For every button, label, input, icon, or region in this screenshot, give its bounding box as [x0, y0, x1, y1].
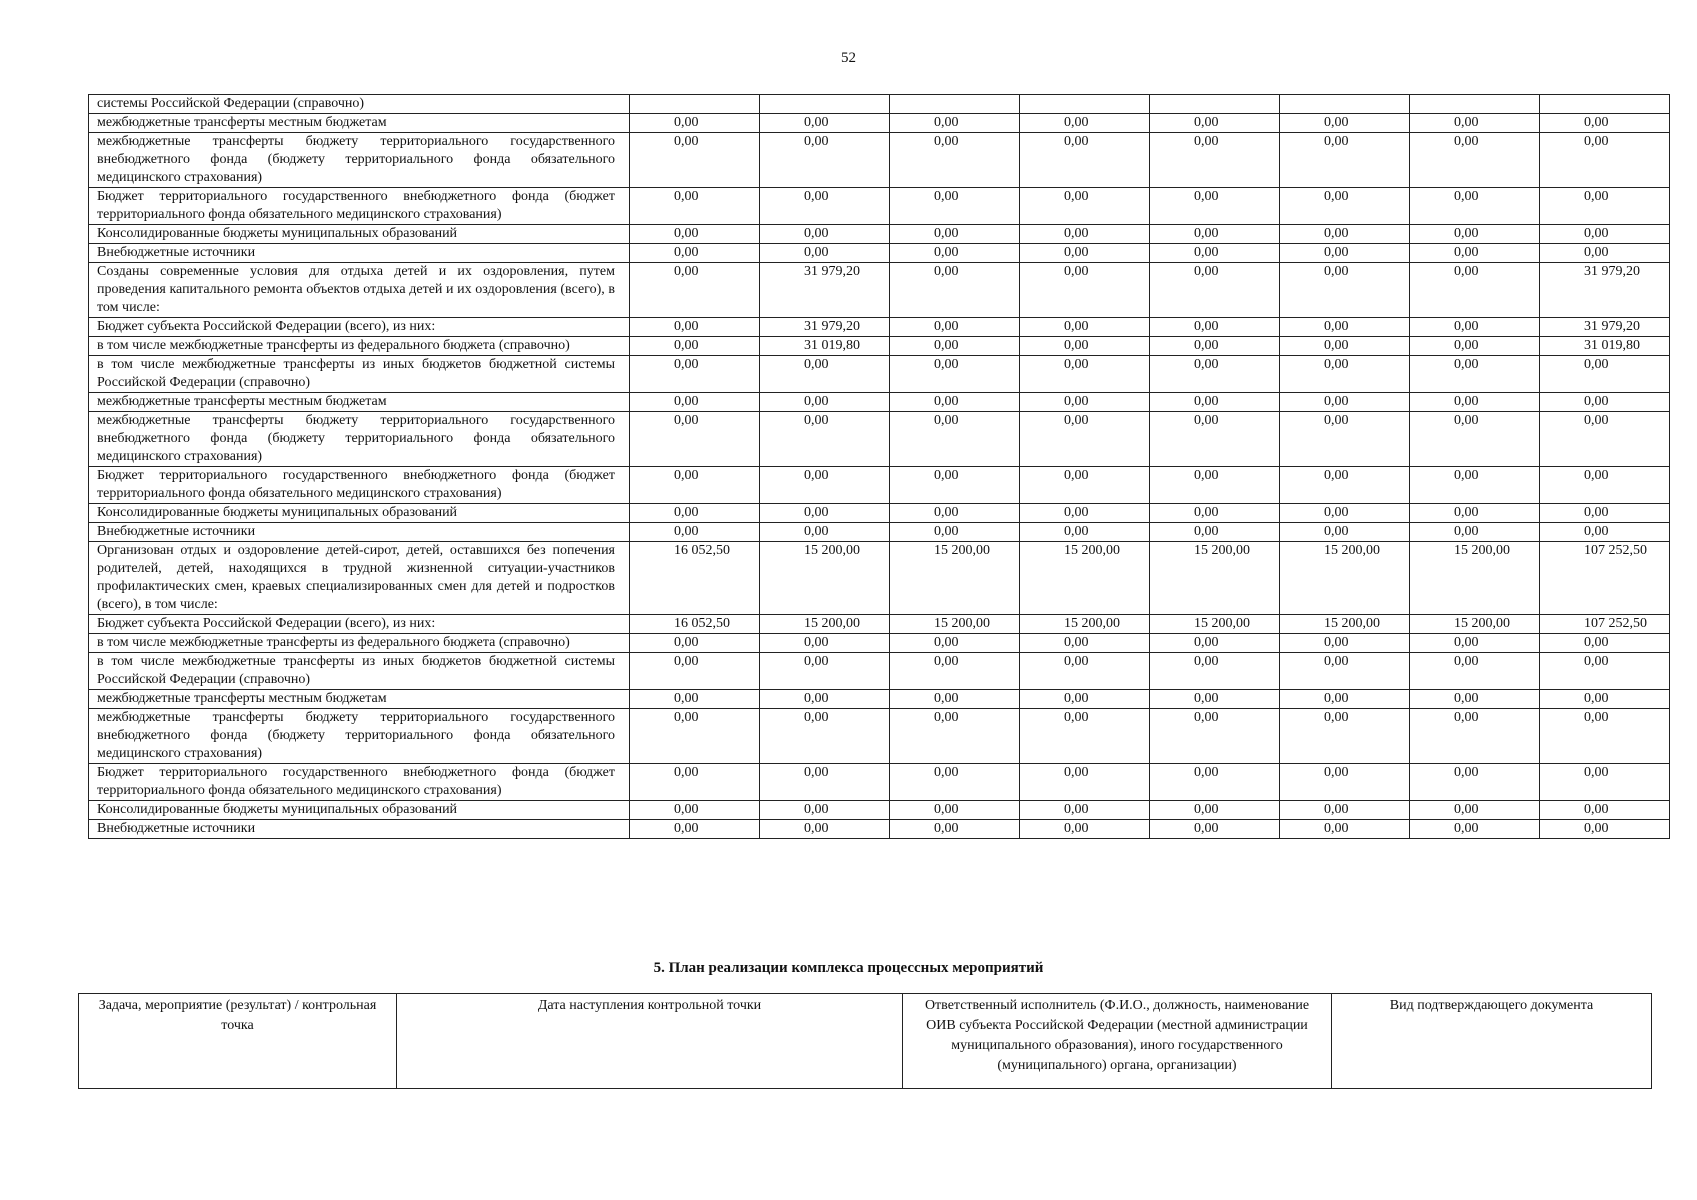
value-cell: 0,00: [890, 523, 1020, 542]
value-cell: 0,00: [1020, 634, 1150, 653]
value-cell: 0,00: [630, 318, 760, 337]
value-cell: 0,00: [630, 337, 760, 356]
value-cell: 0,00: [630, 412, 760, 467]
value-cell: 0,00: [1410, 653, 1540, 690]
value-cell: 0,00: [760, 225, 890, 244]
value-cell: 0,00: [760, 244, 890, 263]
value-cell: 0,00: [1410, 504, 1540, 523]
row-label: межбюджетные трансферты бюджету территориального государственного внебюджетного фонда (бюджету территориального фонда обязательного медицинского страхования): [89, 709, 630, 764]
value-cell: 0,00: [760, 634, 890, 653]
value-cell: 15 200,00: [890, 615, 1020, 634]
value-cell: 0,00: [630, 690, 760, 709]
value-cell: 0,00: [1150, 133, 1280, 188]
row-label: системы Российской Федерации (справочно): [89, 95, 630, 114]
value-cell: 0,00: [1150, 709, 1280, 764]
value-cell: [890, 95, 1020, 114]
table-row: [89, 467, 1670, 504]
financing-table: [88, 94, 1670, 839]
value-cell: 0,00: [760, 467, 890, 504]
row-label: межбюджетные трансферты местным бюджетам: [89, 393, 630, 412]
value-cell: 0,00: [890, 653, 1020, 690]
value-cell: 0,00: [890, 690, 1020, 709]
value-cell: 0,00: [760, 188, 890, 225]
value-cell: 0,00: [1410, 356, 1540, 393]
value-cell: 0,00: [760, 690, 890, 709]
value-cell: 0,00: [760, 504, 890, 523]
value-cell: 0,00: [1020, 764, 1150, 801]
value-cell: 0,00: [890, 709, 1020, 764]
value-cell: 0,00: [1540, 188, 1670, 225]
row-label: Внебюджетные источники: [89, 820, 630, 839]
value-cell: 0,00: [1020, 504, 1150, 523]
row-label: Организован отдых и оздоровление детей-сирот, детей, оставшихся без попечения родителей, детей, находящихся в трудной жизненной ситуации-участников профилактических смен, краевых специализированных смен для детей и подростков (всего), в том числе:: [89, 542, 630, 615]
value-cell: 0,00: [1150, 820, 1280, 839]
value-cell: 0,00: [630, 653, 760, 690]
value-cell: 0,00: [1540, 393, 1670, 412]
value-cell: 0,00: [1410, 801, 1540, 820]
table-row: [89, 542, 1670, 615]
page-number: 52: [841, 50, 856, 66]
value-cell: 0,00: [1540, 225, 1670, 244]
row-label: Бюджет субъекта Российской Федерации (всего), из них:: [89, 615, 630, 634]
value-cell: 0,00: [630, 225, 760, 244]
row-label: Бюджет территориального государственного внебюджетного фонда (бюджет территориального фонда обязательного медицинского страхования): [89, 188, 630, 225]
value-cell: 0,00: [630, 114, 760, 133]
row-label: в том числе межбюджетные трансферты из иных бюджетов бюджетной системы Российской Федерации (справочно): [89, 356, 630, 393]
value-cell: 0,00: [1280, 653, 1410, 690]
value-cell: 0,00: [1540, 801, 1670, 820]
table-row: [89, 634, 1670, 653]
value-cell: 0,00: [1410, 634, 1540, 653]
table-row: [89, 412, 1670, 467]
table-row: [89, 263, 1670, 318]
value-cell: 0,00: [1280, 263, 1410, 318]
value-cell: 0,00: [1280, 504, 1410, 523]
table-row: [89, 690, 1670, 709]
plan-header-row: [79, 994, 1652, 1089]
value-cell: 0,00: [1280, 690, 1410, 709]
value-cell: 0,00: [1020, 412, 1150, 467]
value-cell: 0,00: [630, 244, 760, 263]
value-cell: 0,00: [760, 133, 890, 188]
value-cell: 0,00: [890, 820, 1020, 839]
value-cell: 0,00: [760, 820, 890, 839]
value-cell: 0,00: [630, 764, 760, 801]
value-cell: 0,00: [1150, 412, 1280, 467]
value-cell: 0,00: [630, 523, 760, 542]
value-cell: 0,00: [1410, 393, 1540, 412]
value-cell: 0,00: [1280, 133, 1410, 188]
table-row: [89, 820, 1670, 839]
value-cell: 0,00: [1150, 188, 1280, 225]
value-cell: 0,00: [1540, 504, 1670, 523]
value-cell: 0,00: [1150, 225, 1280, 244]
row-label: Внебюджетные источники: [89, 523, 630, 542]
value-cell: 0,00: [1020, 356, 1150, 393]
value-cell: 0,00: [760, 523, 890, 542]
value-cell: 0,00: [1280, 318, 1410, 337]
value-cell: 0,00: [890, 634, 1020, 653]
row-label: в том числе межбюджетные трансферты из федерального бюджета (справочно): [89, 634, 630, 653]
value-cell: 0,00: [760, 114, 890, 133]
value-cell: 0,00: [1410, 467, 1540, 504]
table-row: [89, 225, 1670, 244]
table-row: [89, 653, 1670, 690]
row-label: межбюджетные трансферты бюджету территориального государственного внебюджетного фонда (бюджету территориального фонда обязательного медицинского страхования): [89, 412, 630, 467]
value-cell: 0,00: [890, 467, 1020, 504]
row-label: Консолидированные бюджеты муниципальных образований: [89, 504, 630, 523]
value-cell: 0,00: [1280, 244, 1410, 263]
value-cell: 0,00: [1020, 820, 1150, 839]
value-cell: 0,00: [1020, 337, 1150, 356]
row-label: Консолидированные бюджеты муниципальных образований: [89, 801, 630, 820]
value-cell: 0,00: [1020, 114, 1150, 133]
row-label: в том числе межбюджетные трансферты из федерального бюджета (справочно): [89, 337, 630, 356]
value-cell: 0,00: [1540, 114, 1670, 133]
value-cell: 0,00: [1410, 820, 1540, 839]
value-cell: 15 200,00: [760, 615, 890, 634]
value-cell: 0,00: [1150, 337, 1280, 356]
value-cell: 0,00: [1540, 690, 1670, 709]
value-cell: 31 019,80: [760, 337, 890, 356]
value-cell: 0,00: [890, 356, 1020, 393]
header-document-type: Вид подтверждающего документа: [1332, 994, 1652, 1089]
value-cell: 0,00: [1020, 318, 1150, 337]
value-cell: 0,00: [1410, 225, 1540, 244]
value-cell: 0,00: [1540, 653, 1670, 690]
value-cell: 15 200,00: [1280, 615, 1410, 634]
value-cell: 31 019,80: [1540, 337, 1670, 356]
row-label: межбюджетные трансферты местным бюджетам: [89, 690, 630, 709]
value-cell: 0,00: [1280, 523, 1410, 542]
header-task: Задача, мероприятие (результат) / контрольная точка: [79, 994, 397, 1089]
value-cell: 15 200,00: [1020, 542, 1150, 615]
value-cell: 0,00: [760, 412, 890, 467]
table-row: [89, 244, 1670, 263]
value-cell: 0,00: [890, 412, 1020, 467]
value-cell: 0,00: [1280, 393, 1410, 412]
value-cell: 0,00: [630, 820, 760, 839]
value-cell: 0,00: [1150, 356, 1280, 393]
table-row: [89, 95, 1670, 114]
value-cell: [1280, 95, 1410, 114]
value-cell: 0,00: [760, 653, 890, 690]
value-cell: 0,00: [1150, 653, 1280, 690]
value-cell: 0,00: [890, 225, 1020, 244]
value-cell: 0,00: [890, 393, 1020, 412]
value-cell: 0,00: [630, 801, 760, 820]
header-responsible-executor: Ответственный исполнитель (Ф.И.О., должность, наименование ОИВ субъекта Российской Федерации (местной администрации муниципального образования), иного государственного (муниципального) органа, организации): [903, 994, 1332, 1089]
value-cell: 0,00: [1540, 634, 1670, 653]
value-cell: 0,00: [1150, 318, 1280, 337]
value-cell: 0,00: [1410, 318, 1540, 337]
table-row: [89, 504, 1670, 523]
value-cell: 31 979,20: [760, 318, 890, 337]
row-label: Бюджет территориального государственного внебюджетного фонда (бюджет территориального фонда обязательного медицинского страхования): [89, 467, 630, 504]
value-cell: 0,00: [890, 244, 1020, 263]
value-cell: 0,00: [630, 356, 760, 393]
value-cell: 0,00: [1280, 225, 1410, 244]
value-cell: 0,00: [1020, 709, 1150, 764]
table-row: [89, 801, 1670, 820]
value-cell: 0,00: [1410, 188, 1540, 225]
table-row: [89, 318, 1670, 337]
value-cell: 16 052,50: [630, 615, 760, 634]
value-cell: 0,00: [1280, 764, 1410, 801]
value-cell: 0,00: [1280, 801, 1410, 820]
value-cell: 0,00: [1410, 244, 1540, 263]
value-cell: 107 252,50: [1540, 542, 1670, 615]
value-cell: 15 200,00: [1020, 615, 1150, 634]
value-cell: 0,00: [1280, 337, 1410, 356]
value-cell: 0,00: [760, 801, 890, 820]
value-cell: 0,00: [1540, 467, 1670, 504]
value-cell: 0,00: [1280, 114, 1410, 133]
row-label: Созданы современные условия для отдыха детей и их оздоровления, путем проведения капитального ремонта объектов отдыха детей и их оздоровления (всего), в том числе:: [89, 263, 630, 318]
value-cell: 0,00: [890, 801, 1020, 820]
value-cell: 0,00: [890, 133, 1020, 188]
value-cell: 0,00: [1410, 133, 1540, 188]
table-row: [89, 709, 1670, 764]
value-cell: 0,00: [760, 764, 890, 801]
value-cell: 15 200,00: [1150, 542, 1280, 615]
value-cell: 0,00: [1020, 188, 1150, 225]
value-cell: 15 200,00: [1150, 615, 1280, 634]
plan-table: [78, 993, 1652, 1089]
value-cell: 0,00: [760, 393, 890, 412]
table-row: [89, 523, 1670, 542]
row-label: межбюджетные трансферты бюджету территориального государственного внебюджетного фонда (бюджету территориального фонда обязательного медицинского страхования): [89, 133, 630, 188]
value-cell: 0,00: [1540, 412, 1670, 467]
value-cell: [1540, 95, 1670, 114]
table-row: [89, 764, 1670, 801]
value-cell: 0,00: [1020, 244, 1150, 263]
value-cell: 0,00: [1280, 188, 1410, 225]
value-cell: 0,00: [1020, 225, 1150, 244]
value-cell: 0,00: [890, 764, 1020, 801]
table-row: [89, 133, 1670, 188]
value-cell: 0,00: [1410, 764, 1540, 801]
value-cell: 0,00: [1540, 244, 1670, 263]
value-cell: 0,00: [1540, 356, 1670, 393]
value-cell: 0,00: [1020, 263, 1150, 318]
value-cell: 107 252,50: [1540, 615, 1670, 634]
value-cell: 0,00: [630, 467, 760, 504]
value-cell: [1410, 95, 1540, 114]
value-cell: 0,00: [1150, 523, 1280, 542]
value-cell: 0,00: [1280, 634, 1410, 653]
value-cell: 0,00: [1540, 709, 1670, 764]
value-cell: [1150, 95, 1280, 114]
value-cell: 15 200,00: [1280, 542, 1410, 615]
value-cell: 0,00: [630, 504, 760, 523]
value-cell: 0,00: [1410, 690, 1540, 709]
value-cell: 0,00: [1020, 653, 1150, 690]
value-cell: 0,00: [1150, 114, 1280, 133]
header-control-date: Дата наступления контрольной точки: [397, 994, 903, 1089]
value-cell: 0,00: [1020, 523, 1150, 542]
table-row: [89, 356, 1670, 393]
value-cell: 0,00: [1150, 764, 1280, 801]
value-cell: 15 200,00: [890, 542, 1020, 615]
value-cell: 0,00: [1150, 690, 1280, 709]
value-cell: 31 979,20: [760, 263, 890, 318]
value-cell: 0,00: [1020, 133, 1150, 188]
value-cell: 0,00: [630, 263, 760, 318]
value-cell: 0,00: [1410, 114, 1540, 133]
value-cell: [630, 95, 760, 114]
value-cell: 0,00: [890, 318, 1020, 337]
value-cell: 0,00: [1410, 263, 1540, 318]
value-cell: 0,00: [1280, 412, 1410, 467]
value-cell: 0,00: [1410, 412, 1540, 467]
value-cell: 15 200,00: [1410, 615, 1540, 634]
value-cell: 0,00: [890, 188, 1020, 225]
row-label: Бюджет территориального государственного внебюджетного фонда (бюджет территориального фонда обязательного медицинского страхования): [89, 764, 630, 801]
value-cell: 31 979,20: [1540, 263, 1670, 318]
value-cell: 0,00: [1020, 393, 1150, 412]
value-cell: 0,00: [1020, 690, 1150, 709]
value-cell: 0,00: [760, 356, 890, 393]
row-label: Бюджет субъекта Российской Федерации (всего), из них:: [89, 318, 630, 337]
value-cell: 0,00: [630, 133, 760, 188]
row-label: Консолидированные бюджеты муниципальных образований: [89, 225, 630, 244]
row-label: межбюджетные трансферты местным бюджетам: [89, 114, 630, 133]
value-cell: 15 200,00: [1410, 542, 1540, 615]
value-cell: 0,00: [1410, 709, 1540, 764]
value-cell: 0,00: [1150, 244, 1280, 263]
value-cell: 15 200,00: [760, 542, 890, 615]
value-cell: 0,00: [1020, 467, 1150, 504]
value-cell: 0,00: [1020, 801, 1150, 820]
value-cell: 0,00: [1280, 467, 1410, 504]
value-cell: 0,00: [1280, 356, 1410, 393]
row-label: Внебюджетные источники: [89, 244, 630, 263]
value-cell: 16 052,50: [630, 542, 760, 615]
value-cell: 0,00: [630, 393, 760, 412]
value-cell: 0,00: [1150, 393, 1280, 412]
value-cell: 0,00: [1540, 820, 1670, 839]
value-cell: 0,00: [890, 504, 1020, 523]
value-cell: 0,00: [1150, 263, 1280, 318]
value-cell: [760, 95, 890, 114]
value-cell: 0,00: [1150, 801, 1280, 820]
table-row: [89, 337, 1670, 356]
section-title: 5. План реализации комплекса процессных мероприятий: [653, 960, 1044, 976]
table-row: [89, 188, 1670, 225]
value-cell: 0,00: [1540, 764, 1670, 801]
table-row: [89, 393, 1670, 412]
value-cell: 0,00: [630, 188, 760, 225]
row-label: в том числе межбюджетные трансферты из иных бюджетов бюджетной системы Российской Федерации (справочно): [89, 653, 630, 690]
value-cell: 0,00: [1150, 634, 1280, 653]
value-cell: 0,00: [1410, 523, 1540, 542]
value-cell: 0,00: [630, 709, 760, 764]
value-cell: 0,00: [1150, 467, 1280, 504]
table-row: [89, 615, 1670, 634]
value-cell: 0,00: [1280, 820, 1410, 839]
value-cell: 0,00: [890, 337, 1020, 356]
value-cell: 0,00: [760, 709, 890, 764]
value-cell: 31 979,20: [1540, 318, 1670, 337]
value-cell: 0,00: [890, 263, 1020, 318]
value-cell: 0,00: [1280, 709, 1410, 764]
value-cell: 0,00: [1410, 337, 1540, 356]
value-cell: 0,00: [1150, 504, 1280, 523]
table-row: [89, 114, 1670, 133]
value-cell: [1020, 95, 1150, 114]
value-cell: 0,00: [890, 114, 1020, 133]
value-cell: 0,00: [1540, 133, 1670, 188]
value-cell: 0,00: [630, 634, 760, 653]
value-cell: 0,00: [1540, 523, 1670, 542]
